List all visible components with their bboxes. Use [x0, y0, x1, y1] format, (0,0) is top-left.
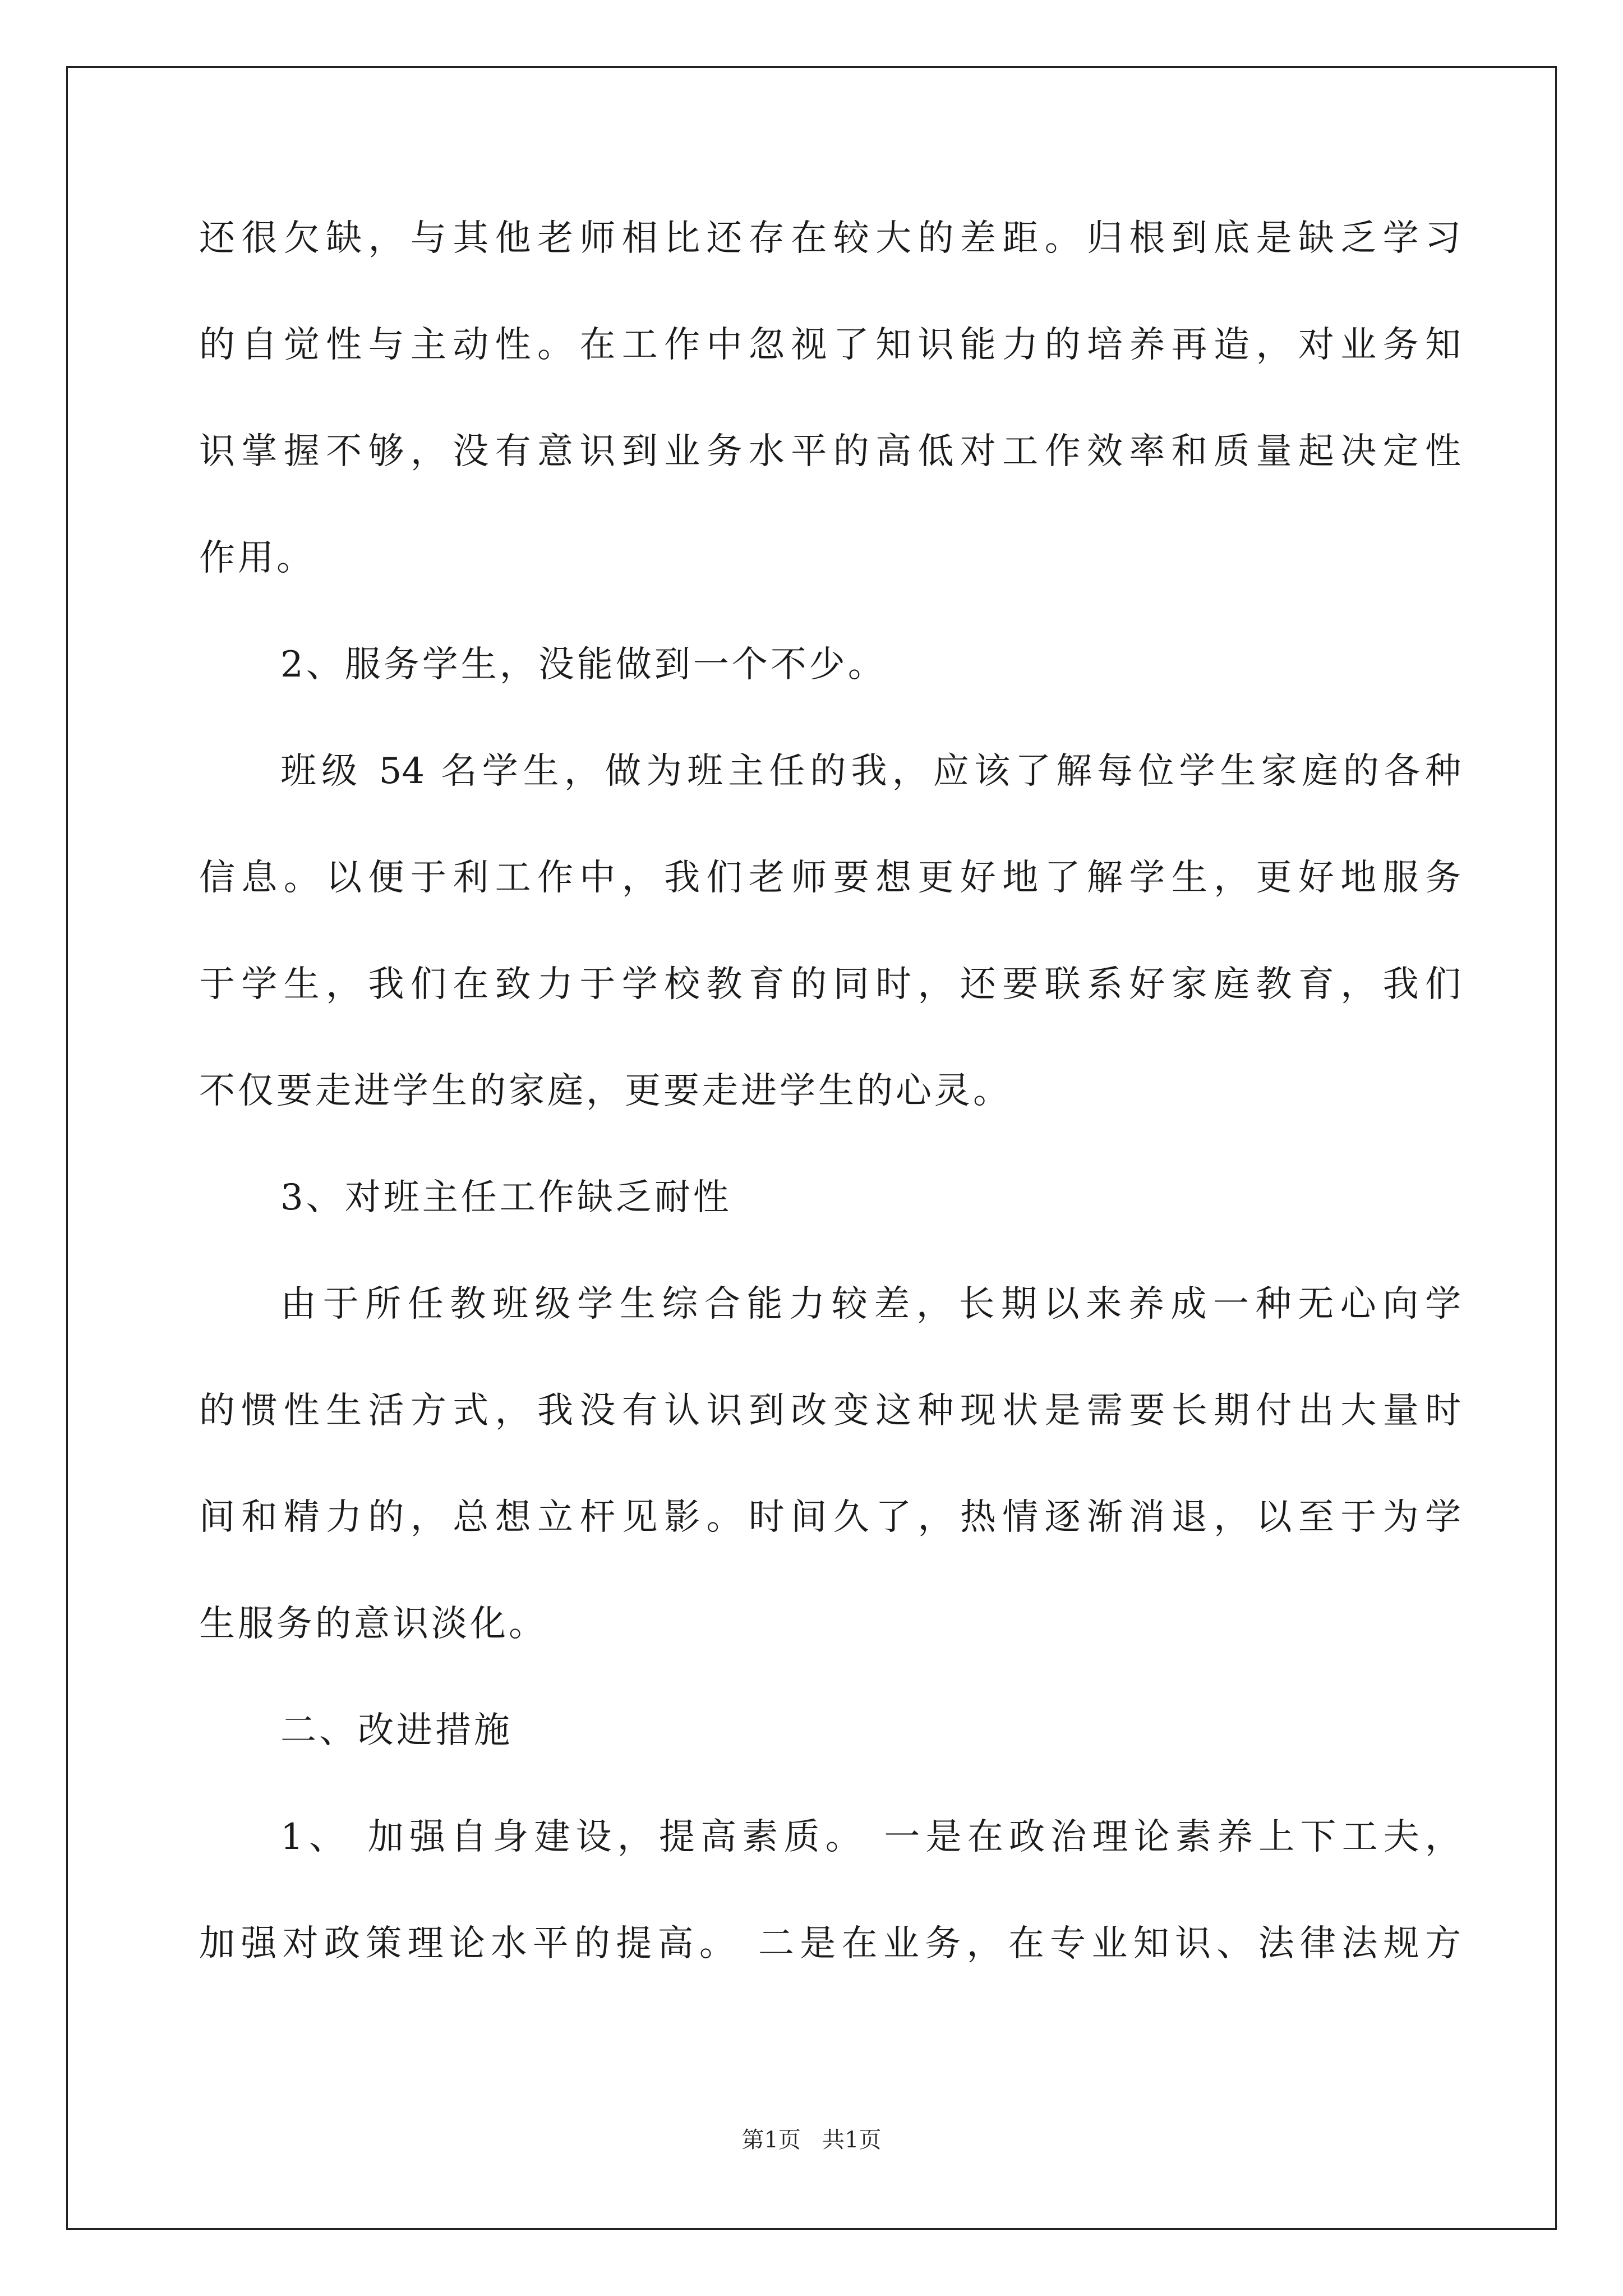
- body-line: 于学生，我们在致力于学校教育的同时，还要联系好家庭教育，我们: [199, 964, 1461, 1005]
- body-line: 加强对政策理论水平的提高。 二是在业务，在专业知识、法律法规方: [199, 1923, 1461, 1964]
- body-line: 的惯性生活方式，我没有认识到改变这种现状是需要长期付出大量时: [199, 1390, 1461, 1432]
- body-line: 生服务的意识淡化。: [199, 1603, 547, 1645]
- body-line: 不仅要走进学生的家庭，更要走进学生的心灵。: [199, 1070, 1012, 1112]
- body-line: 的自觉性与主动性。在工作中忽视了知识能力的培养再造，对业务知: [199, 324, 1461, 366]
- section-heading: 二、改进措施: [280, 1710, 513, 1751]
- body-line: 间和精力的，总想立杆见影。时间久了，热情逐渐消退，以至于为学: [199, 1497, 1461, 1538]
- body-line: 1、 加强自身建设，提高素质。 一是在政治理论素养上下工夫，: [280, 1816, 1461, 1858]
- body-line: 班级 54 名学生，做为班主任的我，应该了解每位学生家庭的各种: [280, 751, 1461, 792]
- section-heading: 2、服务学生，没能做到一个不少。: [280, 644, 887, 685]
- body-line: 由于所任教班级学生综合能力较差，长期以来养成一种无心向学: [280, 1283, 1461, 1325]
- body-line: 还很欠缺，与其他老师相比还存在较大的差距。归根到底是缺乏学习: [199, 218, 1461, 259]
- page-border: [66, 66, 1557, 2230]
- section-heading: 3、对班主任工作缺乏耐性: [280, 1177, 732, 1218]
- body-line: 识掌握不够，没有意识到业务水平的高低对工作效率和质量起决定性: [199, 431, 1461, 472]
- page-number-footer: 第1页 共1页: [741, 2127, 882, 2153]
- body-line: 作用。: [199, 537, 315, 579]
- body-line: 信息。以便于利工作中，我们老师要想更好地了解学生，更好地服务: [199, 857, 1461, 899]
